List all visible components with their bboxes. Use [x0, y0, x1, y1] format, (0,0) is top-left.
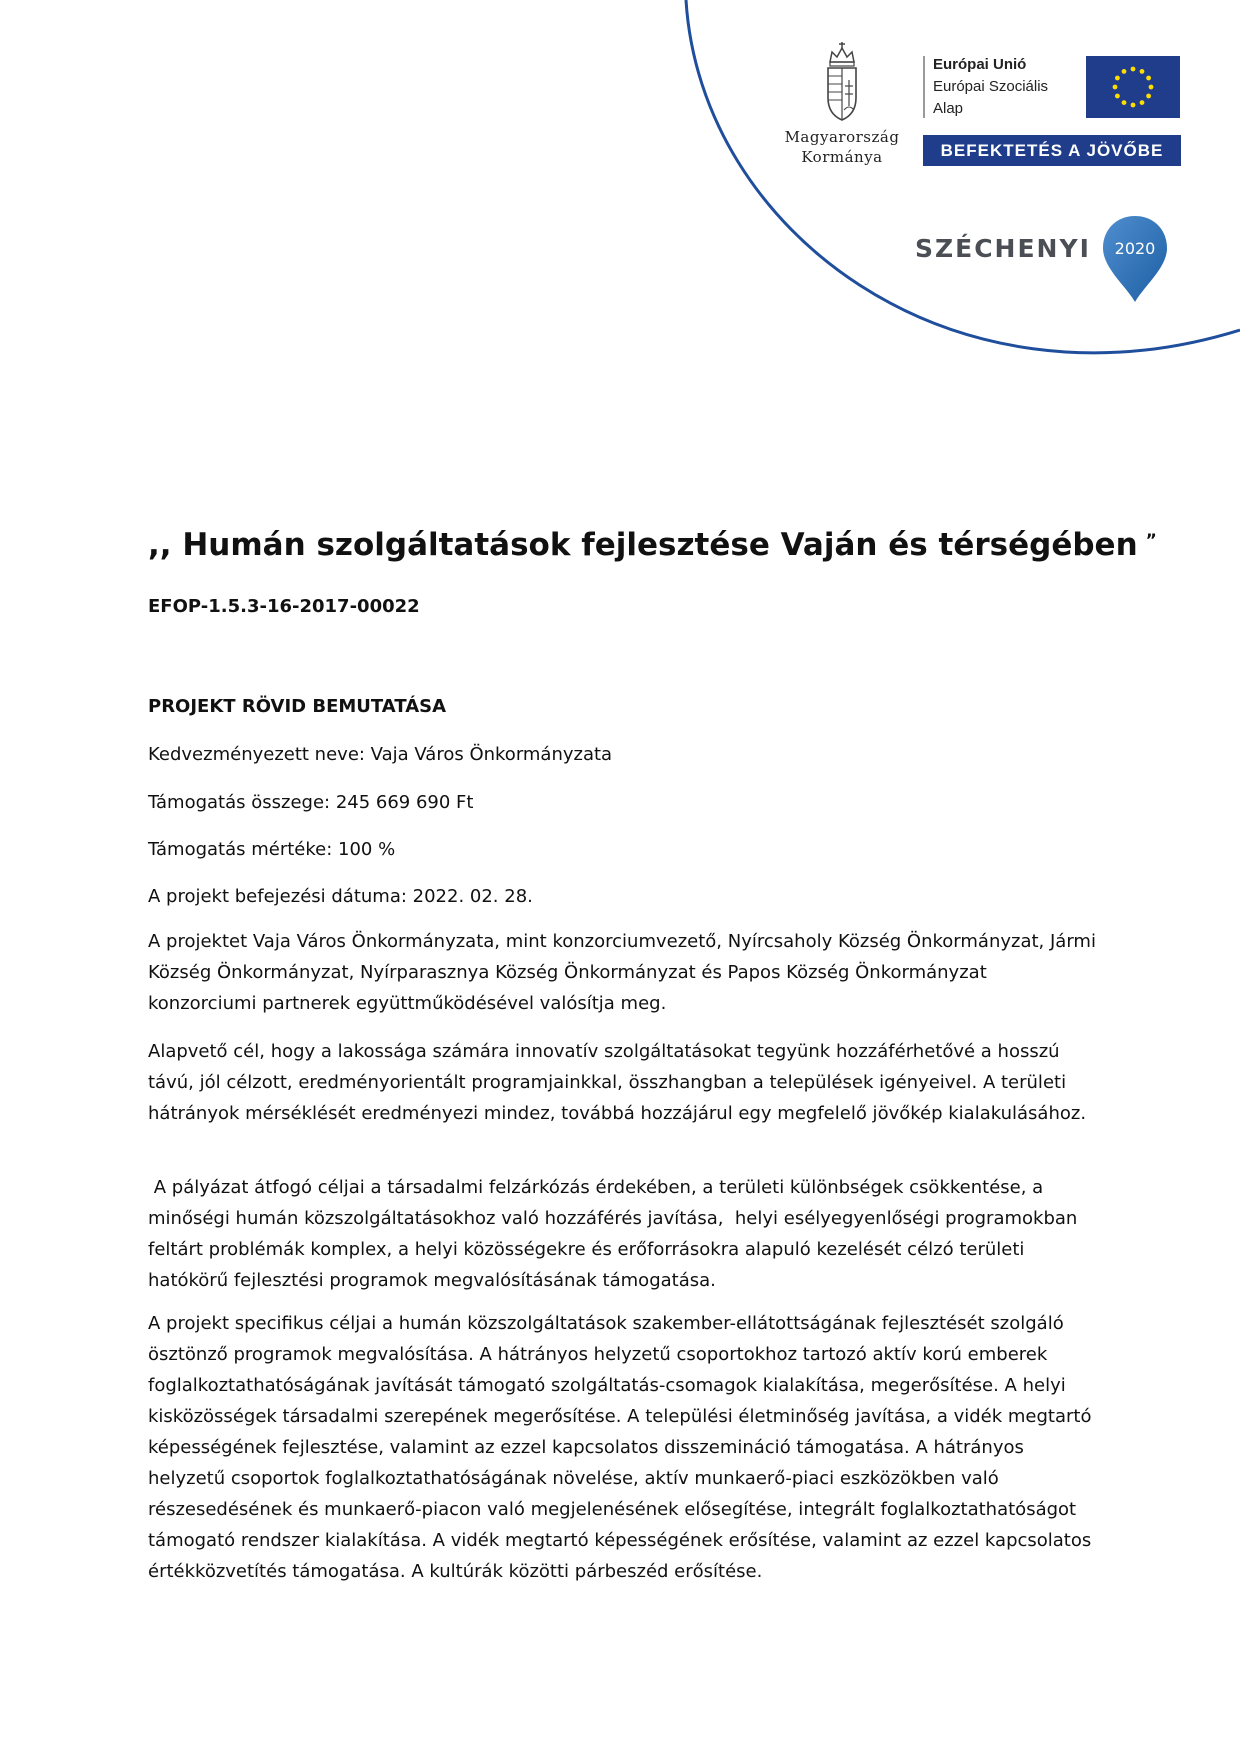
eu-separator — [923, 56, 925, 118]
eu-flag-icon — [1086, 56, 1180, 118]
project-code: EFOP-1.5.3-16-2017-00022 — [148, 596, 420, 617]
title-open-quote: ,, — [148, 527, 172, 563]
grant-amount-line: Támogatás összege: 245 669 690 Ft — [148, 792, 474, 813]
title-text: Humán szolgáltatások fejlesztése Vaján és térségében — [182, 527, 1138, 563]
grant-rate-line: Támogatás mértéke: 100 % — [148, 839, 396, 860]
map-pin-icon — [1100, 214, 1170, 304]
eu-name: Európai Unió — [933, 56, 1027, 73]
government-name-line1: Magyarország — [784, 128, 900, 146]
eu-banner: BEFEKTETÉS A JÖVŐBE — [923, 135, 1181, 166]
end-date-line: A projekt befejezési dátuma: 2022. 02. 28. — [148, 886, 533, 907]
government-logo — [772, 40, 912, 170]
beneficiary-line: Kedvezményezett neve: Vaja Város Önkormányzata — [148, 744, 613, 765]
eu-logo-block — [923, 54, 1183, 166]
section-heading: PROJEKT RÖVID BEMUTATÁSA — [148, 696, 447, 717]
eu-fund-line1: Európai Szociális — [933, 78, 1049, 95]
paragraph-goal: Alapvető cél, hogy a lakossága számára innovatív szolgáltatásokat tegyünk hozzáférhetővé a hosszú távú, jól célzott, eredményorientált programjainkkal, összhangban a települések igényeivel. A területi hátrányok mérséklését eredményezi mindez, továbbá hozzájárul egy megfelelő jövőkép kialakulásához. — [148, 1041, 1087, 1124]
paragraph-overall-aims: A pályázat átfogó céljai a társadalmi felzárkózás érdekében, a területi különbségek csökkentése, a minőségi humán közszolgáltatásokhoz való hozzáférés javítása, helyi esélyegyenlőségi programokban feltárt problémák komplex, a helyi közösségekre és erőforrásokra alapuló kezelését célzó területi hatókörű fejlesztési programok megvalósításának támogatása. — [148, 1177, 1084, 1291]
szechenyi-logo — [912, 214, 1172, 304]
paragraph-consortium: A projektet Vaja Város Önkormányzata, mint konzorciumvezető, Nyírcsaholy Község Önkormányzat, Jármi Község Önkormányzat, Nyírparasznya Község Önkormányzat és Papos Község Önkormányzat konzorciumi partnerek együttműködésével valósítja meg. — [148, 931, 1096, 1014]
document-title — [148, 527, 1157, 563]
title-close-quote: ” — [1145, 531, 1157, 551]
eu-fund-line2: Alap — [933, 100, 964, 117]
szechenyi-year: 2020 — [1114, 239, 1156, 258]
coat-of-arms-icon — [822, 40, 862, 124]
paragraph-specific-aims: A projekt specifikus céljai a humán közszolgáltatások szakember-ellátottságának fejlesztését szolgáló ösztönző programok megvalósítása. A hátrányos helyzetű csoportokhoz tartozó aktív korú emberek foglalkoztathatóságának javítását támogató szolgáltatás-csomagok kialakítása, megerősítése. A helyi kisközösségek társadalmi szerepének megerősítése. A települési életminőség javítása, a vidék megtartó képességének fejlesztése, valamint az ezzel kapcsolatos disszemináció támogatása. A hátrányos helyzetű csoportok foglalkoztathatóságának növelése, aktív munkaerő-piaci eszközökben való részesedésének és munkaerő-piacon való megjelenésének elősegítése, integrált foglalkoztathatóságot támogató rendszer kialakítása. A vidék megtartó képességének erősítése, valamint az ezzel kapcsolatos értékközvetítés támogatása. A kultúrák közötti párbeszéd erősítése. — [148, 1313, 1092, 1582]
government-name-line2: Kormánya — [801, 148, 883, 166]
szechenyi-word: SZÉCHENYI — [915, 234, 1091, 263]
